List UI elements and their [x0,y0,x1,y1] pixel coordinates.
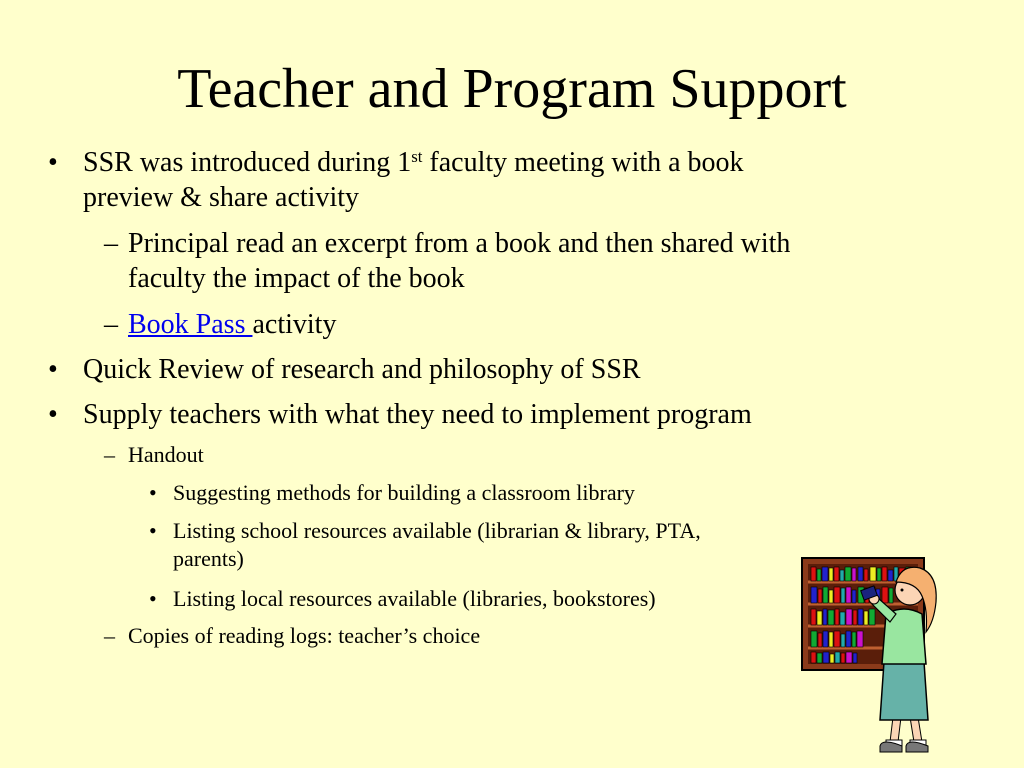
bullet-text: activity [252,309,337,340]
bullet-ssr-introduced-cont: preview & share activity [83,182,360,213]
item-classroom-library: Suggesting methods for building a classroom library [173,480,635,505]
subbullet-principal-read-cont: faculty the impact of the book [128,263,465,294]
dash-marker: – [104,228,118,259]
item-school-resources-cont: parents) [173,546,244,571]
bullet-marker: • [48,399,58,430]
item-local-resources: Listing local resources available (libraries, bookstores) [173,586,656,611]
bullet-marker: • [149,586,157,611]
dash-marker: – [104,442,115,467]
subbullet-book-pass [128,307,336,342]
bullet-text: faculty meeting with a book [422,147,744,178]
subbullet-handout: Handout [128,442,204,467]
bullet-text: SSR was introduced during 1 [83,147,412,178]
bullet-marker: • [149,480,157,505]
subbullet-reading-logs: Copies of reading logs: teacher’s choice [128,623,481,648]
dash-marker: – [104,623,115,648]
subbullet-principal-read: Principal read an excerpt from a book and then shared with [128,228,791,259]
bullet-ssr-introduced [83,145,744,180]
slide-title: Teacher and Program Support [177,58,847,120]
bullet-marker: • [48,147,58,178]
bullet-quick-review: Quick Review of research and philosophy of SSR [83,354,641,385]
bullet-supply-teachers: Supply teachers with what they need to implement program [83,399,752,430]
bullet-marker: • [149,518,157,543]
item-school-resources: Listing school resources available (librarian & library, PTA, [173,518,701,543]
bullet-marker: • [48,354,58,385]
dash-marker: – [104,309,118,340]
book-pass-link[interactable]: Book Pass [128,309,253,340]
girl-at-bookshelf-icon [798,552,978,757]
superscript-st: st [411,146,423,166]
